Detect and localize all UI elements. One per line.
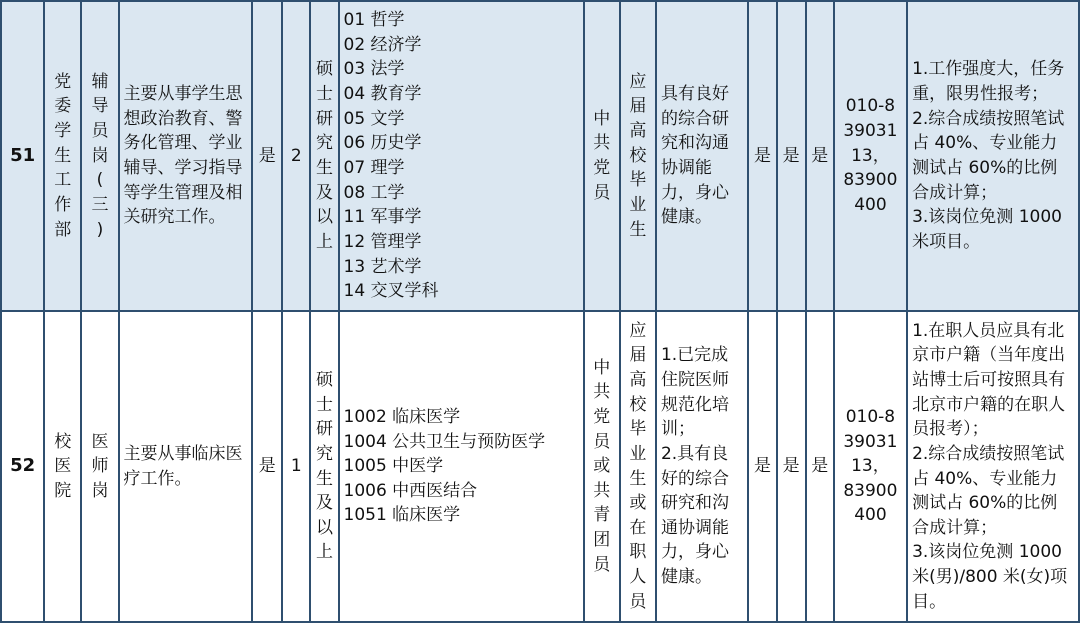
position-cell: 辅 导 员 岗 ( 三 ) [81, 1, 118, 311]
flag-cell-1: 是 [748, 1, 776, 311]
flag-cell-1: 是 [748, 311, 776, 622]
flag-cell-2: 是 [777, 311, 806, 622]
notes-cell: 1.工作强度大，任务重，限男性报考； 2.综合成绩按照笔试占 40%、专业能力测试占 60%的比例合成计算； 3.该岗位免测 1000 米项目。 [907, 1, 1079, 311]
duties-cell: 主要从事临床医疗工作。 [119, 311, 253, 622]
flag-cell-2: 是 [777, 1, 806, 311]
political-status-cell: 中 共 党 员 或 共 青 团 员 [584, 311, 620, 622]
phone-cell: 010-8 39031 13， 83900 400 [834, 1, 907, 311]
majors-cell: 1002 临床医学 1004 公共卫生与预防医学 1005 中医学 1006 中西医结合 1051 临床医学 [339, 311, 584, 622]
notes-cell: 1.在职人员应具有北京市户籍（当年度出站博士后可按照具有北京市户籍的在职人员报考）； 2.综合成绩按照笔试占 40%、专业能力测试占 60%的比例合成计算； 3.该岗位免测 1000 米(男)/800 米(女)项目。 [907, 311, 1079, 622]
education-cell: 硕 士 研 究 生 及 以 上 [310, 1, 338, 311]
requirements-cell: 1.已完成住院医师规范化培训； 2.具有良好的综合研究和沟通协调能力，身心健康。 [656, 311, 748, 622]
education-cell: 硕 士 研 究 生 及 以 上 [310, 311, 338, 622]
table-row [1, 1, 1079, 311]
row-number: 51 [1, 1, 44, 311]
requirements-cell: 具有良好的综合研究和沟通协调能力，身心健康。 [656, 1, 748, 311]
table-row [1, 311, 1079, 622]
row-number: 52 [1, 311, 44, 622]
yes-cell: 是 [252, 311, 282, 622]
yes-cell: 是 [252, 1, 282, 311]
position-cell: 医 师 岗 [81, 311, 118, 622]
candidate-source-cell: 应 届 高 校 毕 业 生 或 在 职 人 员 [620, 311, 656, 622]
department-cell: 校 医 院 [44, 311, 81, 622]
duties-cell: 主要从事学生思想政治教育、警务化管理、学业辅导、学习指导等学生管理及相关研究工作。 [119, 1, 253, 311]
hiring-count-cell: 2 [282, 1, 310, 311]
hiring-count-cell: 1 [282, 311, 310, 622]
flag-cell-3: 是 [806, 1, 834, 311]
political-status-cell: 中 共 党 员 [584, 1, 620, 311]
majors-cell: 01 哲学 02 经济学 03 法学 04 教育学 05 文学 06 历史学 07 理学 08 工学 11 军事学 12 管理学 13 艺术学 14 交叉学科 [339, 1, 584, 311]
phone-cell: 010-8 39031 13， 83900 400 [834, 311, 907, 622]
candidate-source-cell: 应 届 高 校 毕 业 生 [620, 1, 656, 311]
department-cell: 党 委 学 生 工 作 部 [44, 1, 81, 311]
flag-cell-3: 是 [806, 311, 834, 622]
